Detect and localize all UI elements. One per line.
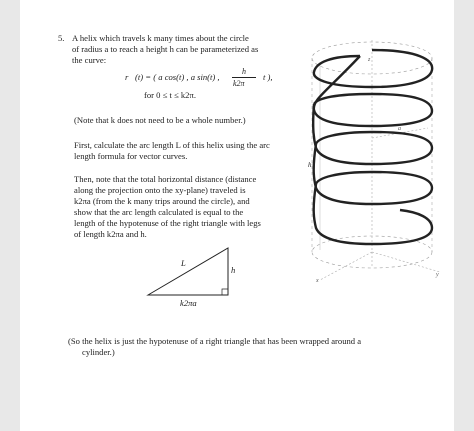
note-text: (Note that k does not need to be a whole number.)	[74, 115, 246, 125]
intro-line-3: the curve:	[72, 55, 107, 65]
helix-loop-4	[314, 144, 432, 204]
triangle-hyp-label: L	[181, 258, 186, 268]
equation-domain: for 0 ≤ t ≤ k2π.	[144, 90, 196, 100]
triangle-base-label: k2πa	[180, 298, 197, 308]
then-line-5: length of the hypotenuse of the right triangle with legs	[74, 218, 261, 228]
helix-h-label: h	[308, 161, 312, 169]
equation-fraction-numerator: h	[242, 67, 246, 76]
helix-loop-1	[314, 50, 432, 87]
equation-fraction-denominator: k2π	[233, 79, 245, 88]
first-line-2: length formula for vector curves.	[74, 151, 188, 161]
helix-y-label: y	[436, 272, 439, 278]
equation-lhs: r⃗(t) = ( a cos(t) , a sin(t) ,	[125, 72, 220, 82]
first-line-1: First, calculate the arc length L of this helix using the arc	[74, 140, 270, 150]
then-line-6: of length k2πa and h.	[74, 229, 147, 239]
helix-a-label: a	[398, 126, 401, 132]
then-line-2: along the projection onto the xy-plane) traveled is	[74, 185, 246, 195]
intro-line-2: of radius a to reach a height h can be parameterized as	[72, 44, 259, 54]
helix-loop-3	[313, 104, 432, 164]
helix-x-label: x	[316, 278, 319, 284]
intro-line-1: A helix which travels k many times about the circle	[72, 33, 249, 43]
equation-rhs: t ),	[263, 72, 273, 82]
helix-loop-2	[314, 56, 432, 126]
triangle-vertical-label: h	[231, 265, 236, 275]
helix-loop-5	[314, 184, 432, 244]
helix-figure	[20, 0, 454, 431]
y-axis	[372, 252, 440, 272]
problem-number: 5.	[58, 33, 65, 43]
document-page	[20, 0, 454, 431]
then-line-3: k2πa (from the k many trips around the circle), and	[74, 196, 250, 206]
then-line-4: show that the arc length calculated is equal to the	[74, 207, 244, 217]
helix-curve	[313, 50, 432, 244]
then-line-1: Then, note that the total horizontal distance (distance	[74, 174, 257, 184]
x-axis	[320, 252, 372, 280]
closing-line-1: (So the helix is just the hypotenuse of a right triangle that has been wrapped around a	[68, 336, 362, 346]
closing-line-2: cylinder.)	[82, 347, 115, 357]
helix-z-label: z	[368, 57, 371, 63]
